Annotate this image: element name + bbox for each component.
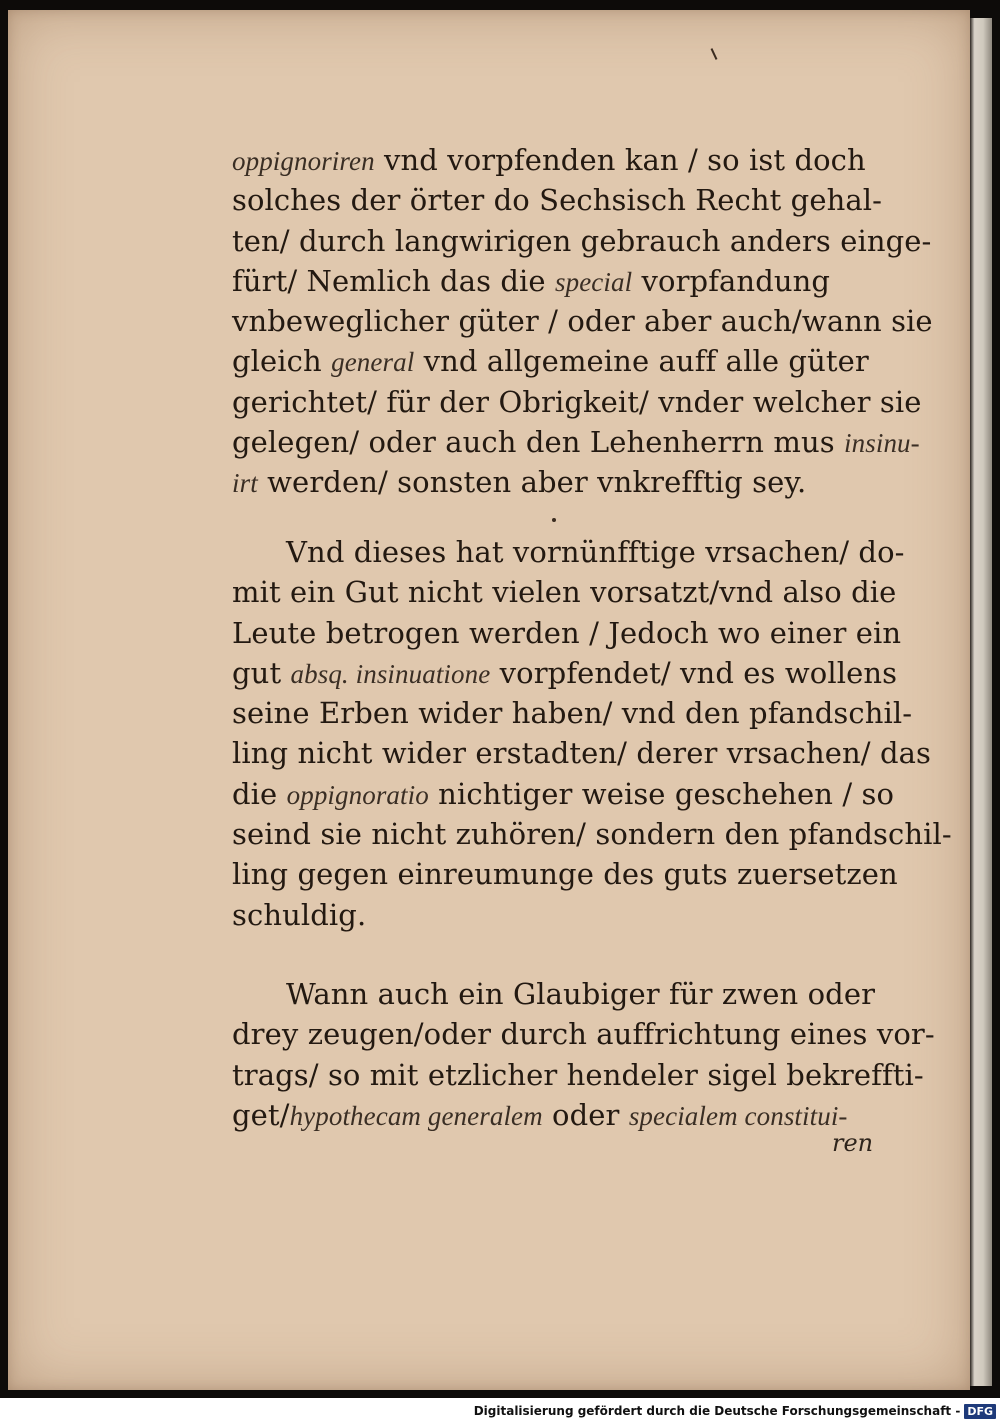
text-run: nichtiger weise geschehen / so bbox=[428, 776, 895, 811]
text-line bbox=[232, 774, 895, 814]
text-run: vorpfandung bbox=[632, 263, 831, 298]
text-line bbox=[232, 180, 882, 220]
latin-term: insinu- bbox=[844, 428, 920, 459]
text-line bbox=[232, 814, 952, 854]
latin-term: hypothecam generalem bbox=[289, 1100, 543, 1131]
text-run: die bbox=[232, 776, 287, 811]
latin-term: general bbox=[331, 347, 415, 378]
text-run: vnd allgemeine auff alle güter bbox=[414, 344, 869, 379]
text-run: werden/ sonsten aber vnkrefftig sey. bbox=[257, 465, 807, 500]
text-line bbox=[232, 140, 882, 180]
text-line bbox=[232, 653, 898, 693]
text-line bbox=[232, 301, 933, 341]
text-line bbox=[232, 572, 897, 612]
text-run: schuldig. bbox=[232, 897, 367, 932]
text-line bbox=[232, 422, 920, 462]
latin-term: irt bbox=[232, 468, 258, 499]
text-run: gleich bbox=[232, 344, 332, 379]
text-line bbox=[232, 1014, 935, 1054]
text-run: drey zeugen/oder durch auffrichtung eines vor- bbox=[232, 1017, 935, 1052]
text-line bbox=[232, 221, 932, 261]
text-run: gelegen/ oder auch den Lehenherrn mus bbox=[232, 425, 845, 460]
text-line bbox=[232, 895, 882, 935]
catchword: ren bbox=[832, 1129, 874, 1157]
footer-bar bbox=[0, 1398, 1000, 1425]
paragraph-1 bbox=[232, 140, 933, 503]
text-run: ling gegen einreumunge des guts zuersetzen bbox=[232, 857, 898, 892]
paragraph-2 bbox=[232, 532, 952, 935]
text-line bbox=[232, 261, 882, 301]
text-run: vnbeweglicher güter / oder aber auch/wann sie bbox=[232, 304, 933, 339]
page-edge bbox=[970, 18, 992, 1386]
text-line bbox=[232, 341, 882, 381]
text-line bbox=[232, 1055, 924, 1095]
dfg-logo: DFG bbox=[964, 1404, 996, 1419]
text-line bbox=[232, 733, 931, 773]
text-run: Vnd dieses hat vornünfftige vrsachen/ do- bbox=[286, 535, 905, 569]
text-line bbox=[232, 382, 922, 422]
text-run: gut bbox=[232, 655, 291, 690]
text-run: solches der örter do Sechsisch Recht gehal- bbox=[232, 183, 883, 218]
text-line bbox=[232, 532, 905, 572]
text-run: oder bbox=[542, 1097, 629, 1132]
text-run: Leute betrogen werden / Jedoch wo einer ein bbox=[232, 615, 902, 650]
text-line bbox=[232, 974, 882, 1014]
paragraph-3 bbox=[232, 974, 935, 1135]
text-run: get/ bbox=[232, 1097, 290, 1132]
text-line bbox=[232, 1095, 882, 1135]
text-line bbox=[232, 693, 913, 733]
text-run: trags/ so mit etzlicher hendeler sigel bekreffti- bbox=[232, 1057, 924, 1092]
text-line bbox=[232, 613, 902, 653]
text-run: seine Erben wider haben/ vnd den pfandschil- bbox=[232, 696, 913, 731]
latin-term: oppignoriren bbox=[232, 146, 375, 176]
text-run: seind sie nicht zuhören/ sondern den pfandschil- bbox=[232, 817, 952, 852]
latin-term: oppignoratio bbox=[286, 779, 429, 810]
funding-credit: Digitalisierung gefördert durch die Deutsche Forschungsgemeinschaft - bbox=[473, 1404, 961, 1418]
text-run: ling nicht wider erstadten/ derer vrsachen/ das bbox=[232, 736, 931, 771]
latin-term: special bbox=[555, 266, 633, 297]
text-run: fürt/ Nemlich das die bbox=[232, 263, 556, 298]
text-run: Wann auch ein Glaubiger für zwen oder bbox=[286, 977, 876, 1011]
text-run: vorpfendet/ vnd es wollens bbox=[490, 655, 898, 690]
text-run: gerichtet/ für der Obrigkeit/ vnder welcher sie bbox=[232, 384, 922, 419]
text-run: vnd vorpfenden kan / so ist doch bbox=[374, 143, 866, 177]
latin-term: specialem constitui- bbox=[628, 1100, 848, 1131]
ink-dot bbox=[552, 518, 556, 522]
text-line bbox=[232, 854, 898, 894]
text-line bbox=[232, 462, 882, 502]
text-run: ten/ durch langwirigen gebrauch anders einge- bbox=[232, 223, 932, 258]
latin-term: absq. insinuatione bbox=[290, 658, 491, 689]
text-run: mit ein Gut nicht vielen vorsatzt/vnd also die bbox=[232, 575, 897, 610]
